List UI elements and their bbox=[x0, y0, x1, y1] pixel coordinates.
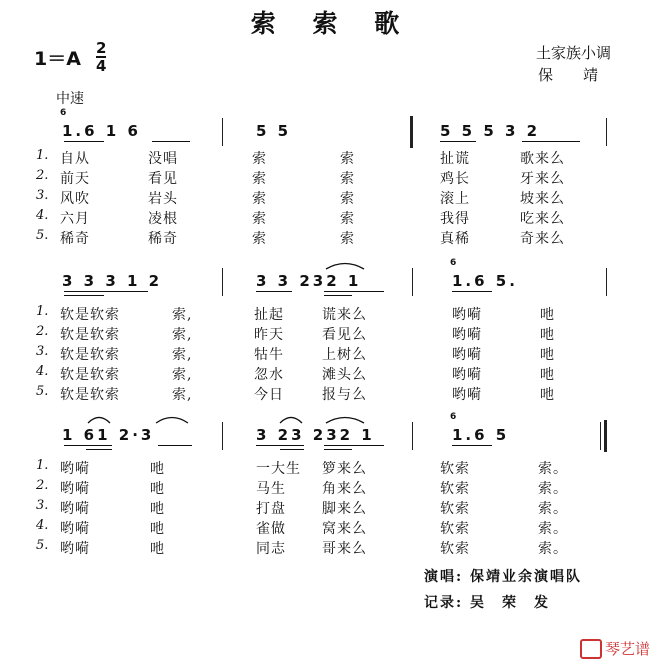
verse-number: 2. bbox=[36, 324, 49, 339]
lyric: 索 bbox=[252, 171, 267, 187]
lyric: 今日 bbox=[254, 387, 284, 403]
time-sig-numerator: 2 bbox=[96, 39, 107, 57]
lyric: 吔 bbox=[150, 461, 165, 477]
lyric: 索 bbox=[252, 151, 267, 167]
lyric: 哟嗬 bbox=[452, 387, 482, 403]
lyric: 雀做 bbox=[256, 521, 286, 537]
beam bbox=[522, 141, 580, 142]
barline bbox=[222, 118, 223, 146]
lyric: 索。 bbox=[538, 521, 568, 537]
watermark-text: 琴艺谱 bbox=[604, 639, 650, 658]
beam bbox=[64, 445, 112, 446]
beam bbox=[324, 445, 384, 446]
lyric: 哟嗬 bbox=[60, 541, 90, 557]
notes-measure-8: 3 23 232 1 bbox=[256, 426, 375, 444]
lyric: 箩来么 bbox=[322, 461, 367, 477]
lyric: 没唱 bbox=[148, 151, 178, 167]
slur bbox=[86, 412, 112, 424]
lyric: 索。 bbox=[538, 501, 568, 517]
lyric: 索 bbox=[340, 151, 355, 167]
grace-note: 6 bbox=[450, 258, 457, 268]
lyric: 吔 bbox=[540, 327, 555, 343]
key-signature: 1＝A bbox=[34, 48, 81, 70]
lyric: 滚上 bbox=[440, 191, 470, 207]
verse-number: 4. bbox=[36, 518, 49, 533]
tempo-marking: 中速 bbox=[56, 91, 84, 107]
lyric: 软索 bbox=[440, 461, 470, 477]
barline bbox=[412, 422, 413, 450]
lyric: 索 bbox=[340, 231, 355, 247]
lyric: 风吹 bbox=[60, 191, 90, 207]
barline bbox=[600, 422, 601, 450]
lyric: 索 bbox=[340, 191, 355, 207]
lyric: 我得 bbox=[440, 211, 470, 227]
lyric: 软是软索 bbox=[60, 327, 120, 343]
song-region: 保 靖 bbox=[538, 66, 599, 84]
lyric: 吔 bbox=[150, 541, 165, 557]
notes-measure-4: 3 3 3 1 2 bbox=[62, 272, 163, 290]
beam bbox=[152, 141, 190, 142]
verse-number: 5. bbox=[36, 538, 49, 553]
lyric: 稀奇 bbox=[60, 231, 90, 247]
lyric: 哟嗬 bbox=[60, 461, 90, 477]
lyric: 凌根 bbox=[148, 211, 178, 227]
beam bbox=[452, 291, 492, 292]
lyric: 索 bbox=[252, 191, 267, 207]
verse-number: 5. bbox=[36, 384, 49, 399]
notes-measure-5: 3 3 232 1 bbox=[256, 272, 362, 290]
lyric: 哟嗬 bbox=[60, 521, 90, 537]
lyric: 自从 bbox=[60, 151, 90, 167]
lyric: 哟嗬 bbox=[60, 481, 90, 497]
slur bbox=[324, 258, 366, 270]
verse-number: 4. bbox=[36, 364, 49, 379]
lyric: 上树么 bbox=[322, 347, 367, 363]
lyric: 昨天 bbox=[254, 327, 284, 343]
lyric: 软是软索 bbox=[60, 367, 120, 383]
beam bbox=[324, 291, 384, 292]
lyric: 哟嗬 bbox=[452, 327, 482, 343]
lyric: 软索 bbox=[440, 481, 470, 497]
lyric: 索, bbox=[172, 387, 193, 403]
lyric: 牯牛 bbox=[254, 347, 284, 363]
final-barline bbox=[604, 420, 607, 452]
singer-label: 演唱: bbox=[424, 569, 464, 585]
lyric: 软是软索 bbox=[60, 307, 120, 323]
lyric: 吔 bbox=[150, 501, 165, 517]
lyric: 打盘 bbox=[256, 501, 286, 517]
verse-number: 2. bbox=[36, 168, 49, 183]
verse-number: 3. bbox=[36, 344, 49, 359]
lyric: 吔 bbox=[540, 367, 555, 383]
recorder-label: 记录: bbox=[424, 595, 464, 611]
notes-measure-1: 1.6 1 6 bbox=[62, 122, 141, 140]
repeat-barline bbox=[410, 116, 413, 148]
lyric: 吔 bbox=[540, 347, 555, 363]
beam bbox=[324, 295, 352, 296]
lyric: 哟嗬 bbox=[452, 367, 482, 383]
beam bbox=[158, 445, 192, 446]
slur bbox=[278, 412, 304, 424]
time-sig-denominator: 4 bbox=[96, 57, 107, 75]
lyric: 索 bbox=[340, 211, 355, 227]
lyric: 报与么 bbox=[322, 387, 367, 403]
lyric: 忽水 bbox=[254, 367, 284, 383]
verse-number: 1. bbox=[36, 148, 49, 163]
barline bbox=[412, 268, 413, 296]
lyric: 索 bbox=[252, 231, 267, 247]
lyric: 岩头 bbox=[148, 191, 178, 207]
lyric: 哟嗬 bbox=[452, 347, 482, 363]
lyric: 吔 bbox=[540, 387, 555, 403]
notes-measure-3: 5 5 5 3 2 bbox=[440, 122, 541, 140]
verse-number: 2. bbox=[36, 478, 49, 493]
lyric: 索。 bbox=[538, 541, 568, 557]
lyric: 鸡长 bbox=[440, 171, 470, 187]
beam bbox=[64, 141, 104, 142]
notes-measure-7: 1 61 2·3 bbox=[62, 426, 155, 444]
lyric: 哟嗬 bbox=[452, 307, 482, 323]
singer-name: 保靖业余演唱队 bbox=[470, 569, 583, 585]
time-signature bbox=[96, 40, 106, 74]
notes-measure-6: 1.6 5. bbox=[452, 272, 518, 290]
lyric: 软索 bbox=[440, 521, 470, 537]
grace-note: 6 bbox=[450, 412, 457, 422]
lyric: 看见么 bbox=[322, 327, 367, 343]
verse-number: 4. bbox=[36, 208, 49, 223]
verse-number: 1. bbox=[36, 304, 49, 319]
slur bbox=[324, 412, 366, 424]
beam bbox=[86, 449, 112, 450]
lyric: 索 bbox=[340, 171, 355, 187]
verse-number: 1. bbox=[36, 458, 49, 473]
lyric: 坡来么 bbox=[520, 191, 565, 207]
lyric: 六月 bbox=[60, 211, 90, 227]
lyric: 滩头么 bbox=[322, 367, 367, 383]
lyric: 稀奇 bbox=[148, 231, 178, 247]
lyric: 软是软索 bbox=[60, 387, 120, 403]
lyric: 扯谎 bbox=[440, 151, 470, 167]
lyric: 窝来么 bbox=[322, 521, 367, 537]
verse-number: 3. bbox=[36, 498, 49, 513]
lyric: 软是软索 bbox=[60, 347, 120, 363]
lyric: 扯起 bbox=[254, 307, 284, 323]
verse-number: 3. bbox=[36, 188, 49, 203]
lyric: 索, bbox=[172, 307, 193, 323]
beam bbox=[64, 291, 148, 292]
lyric: 真稀 bbox=[440, 231, 470, 247]
song-origin: 土家族小调 bbox=[536, 44, 612, 62]
lyric: 索, bbox=[172, 327, 193, 343]
lyric: 一大生 bbox=[256, 461, 301, 477]
beam bbox=[256, 291, 292, 292]
recorder-credit bbox=[424, 592, 550, 612]
lyric: 马生 bbox=[256, 481, 286, 497]
lyric: 谎来么 bbox=[322, 307, 367, 323]
lyric: 索 bbox=[252, 211, 267, 227]
lyric: 吃来么 bbox=[520, 211, 565, 227]
lyric: 吔 bbox=[540, 307, 555, 323]
lyric: 哥来么 bbox=[322, 541, 367, 557]
barline bbox=[606, 268, 607, 296]
song-title: 索 索 歌 bbox=[250, 9, 414, 38]
lyric: 奇来么 bbox=[520, 231, 565, 247]
beam bbox=[64, 295, 104, 296]
lyric: 看见 bbox=[148, 171, 178, 187]
notes-measure-9: 1.6 5 bbox=[452, 426, 510, 444]
notes-measure-2: 5 5 bbox=[256, 122, 292, 140]
beam bbox=[324, 449, 352, 450]
lyric: 角来么 bbox=[322, 481, 367, 497]
lyric: 脚来么 bbox=[322, 501, 367, 517]
beam bbox=[440, 141, 476, 142]
lyric: 前天 bbox=[60, 171, 90, 187]
lyric: 索。 bbox=[538, 461, 568, 477]
lyric: 同志 bbox=[256, 541, 286, 557]
lyric: 索。 bbox=[538, 481, 568, 497]
lyric: 软索 bbox=[440, 501, 470, 517]
logo-icon bbox=[580, 639, 602, 659]
beam bbox=[452, 445, 492, 446]
lyric: 吔 bbox=[150, 481, 165, 497]
lyric: 吔 bbox=[150, 521, 165, 537]
grace-note: 6 bbox=[60, 108, 67, 118]
slur bbox=[154, 412, 190, 424]
lyric: 索, bbox=[172, 347, 193, 363]
verse-number: 5. bbox=[36, 228, 49, 243]
recorder-name: 吴 荣 发 bbox=[470, 595, 551, 611]
lyric: 牙来么 bbox=[520, 171, 565, 187]
lyric: 歌来么 bbox=[520, 151, 565, 167]
beam bbox=[280, 449, 304, 450]
lyric: 软索 bbox=[440, 541, 470, 557]
lyric: 哟嗬 bbox=[60, 501, 90, 517]
watermark-logo bbox=[580, 638, 650, 660]
barline bbox=[222, 268, 223, 296]
barline bbox=[222, 422, 223, 450]
lyric: 索, bbox=[172, 367, 193, 383]
singer-credit bbox=[424, 566, 582, 586]
beam bbox=[256, 445, 304, 446]
barline bbox=[606, 118, 607, 146]
